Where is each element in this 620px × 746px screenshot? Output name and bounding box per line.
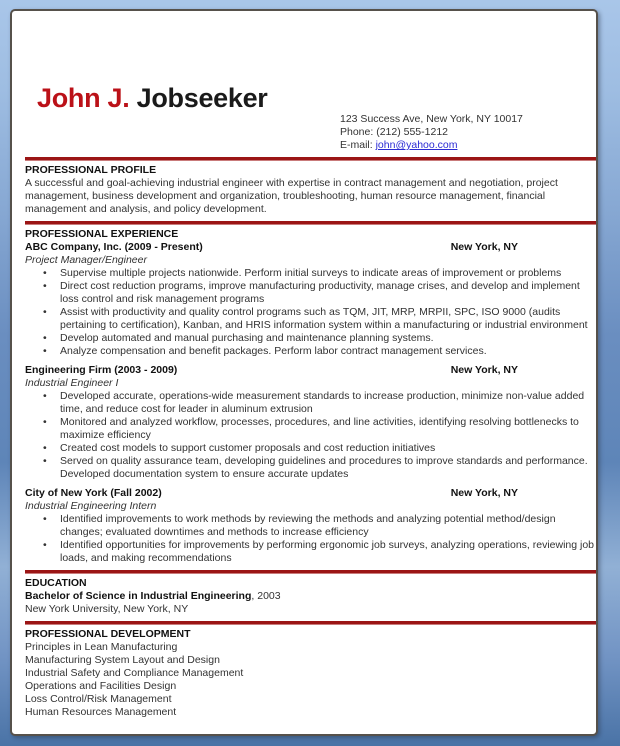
education-degree-line bbox=[25, 590, 596, 603]
job-role: Industrial Engineer I bbox=[25, 377, 119, 389]
section-divider bbox=[25, 570, 596, 574]
job-role: Industrial Engineering Intern bbox=[25, 500, 157, 512]
job-location: New York, NY bbox=[450, 364, 518, 376]
contact-phone: Phone: (212) 555-1212 bbox=[340, 126, 448, 138]
bullet-item: • Assist with productivity and quality control programs such as TQM, JIT, MRP, MRPII, SPC, ISO 9000 (audits pertaining to certification), Kanban, and HRIS information system within a manufacturing or industrial environment bbox=[60, 306, 596, 332]
development-item: Loss Control/Risk Management bbox=[25, 693, 172, 705]
profile-text: A successful and goal-achieving industrial engineer with expertise in contract management and negotiation, project management, business development and organization, troubleshooting, human resource management, financial management and analysis, and policy development. bbox=[25, 177, 558, 215]
job-bullet-list bbox=[25, 390, 596, 481]
job-entry-engineering-firm bbox=[25, 364, 596, 481]
section-title-education: EDUCATION bbox=[25, 577, 87, 589]
job-entry-city-of-new-york bbox=[25, 487, 596, 565]
development-item: Industrial Safety and Compliance Management bbox=[25, 667, 244, 679]
email-label: E-mail: bbox=[340, 139, 376, 151]
bullet-item: • Created cost models to support customer proposals and cost reduction initiatives bbox=[60, 442, 596, 455]
bullet-item: • Served on quality assurance team, developing guidelines and procedures to improve standards and performance. Developed documentation system to ensure accurate updates bbox=[60, 455, 596, 481]
education-school: New York University, New York, NY bbox=[25, 603, 189, 615]
job-company: ABC Company, Inc. (2009 - Present) bbox=[25, 241, 203, 253]
section-divider bbox=[25, 157, 596, 161]
bullet-item: • Identified improvements to work methods by reviewing the methods and analyzing potential method/design changes; evaluated downtimes and methods to increase efficiency bbox=[60, 513, 596, 539]
job-bullet-list bbox=[25, 267, 596, 358]
job-header bbox=[25, 487, 596, 500]
job-location: New York, NY bbox=[450, 487, 518, 499]
development-item: Human Resources Management bbox=[25, 706, 177, 718]
contact-block bbox=[340, 113, 596, 152]
section-title-experience: PROFESSIONAL EXPERIENCE bbox=[25, 228, 179, 240]
development-item: Manufacturing System Layout and Design bbox=[25, 654, 220, 666]
education-degree: Bachelor of Science in Industrial Engineering bbox=[25, 590, 252, 602]
bullet-item: • Identified opportunities for improvements by performing ergonomic job surveys, analyzing operations, reviewing job loads, and making recommendations bbox=[60, 539, 596, 565]
section-title-development: PROFESSIONAL DEVELOPMENT bbox=[25, 628, 191, 640]
name-last: Jobseeker bbox=[129, 83, 268, 113]
resume-content bbox=[25, 85, 596, 719]
resume-page bbox=[10, 9, 598, 736]
bullet-item: • Monitored and analyzed workflow, processes, procedures, and line activities, identifying resolving bottlenecks to maximize efficiency bbox=[60, 416, 596, 442]
bullet-item: • Analyze compensation and benefit packages. Perform labor contract management services. bbox=[60, 345, 596, 358]
section-title-profile: PROFESSIONAL PROFILE bbox=[25, 164, 157, 176]
bullet-item: • Direct cost reduction programs, improve manufacturing productivity, manage crises, and develop and implement loss control and risk management programs bbox=[60, 280, 596, 306]
job-header bbox=[25, 241, 596, 254]
section-divider bbox=[25, 621, 596, 625]
page-title bbox=[37, 85, 596, 111]
job-entry-abc-company bbox=[25, 241, 596, 358]
job-location: New York, NY bbox=[450, 241, 518, 253]
name-first: John J. bbox=[37, 83, 130, 113]
bullet-item: • Develop automated and manual purchasing and maintenance planning systems. bbox=[60, 332, 596, 345]
education-year: , 2003 bbox=[251, 590, 281, 602]
bullet-item: • Developed accurate, operations-wide measurement standards to increase production, minimize non-value added time, and reduce cost for leader in aluminum extrusion bbox=[60, 390, 596, 416]
section-divider bbox=[25, 221, 596, 225]
development-item: Principles in Lean Manufacturing bbox=[25, 641, 178, 653]
job-header bbox=[25, 364, 596, 377]
contact-email-line bbox=[340, 139, 596, 152]
contact-address: 123 Success Ave, New York, NY 10017 bbox=[340, 113, 523, 125]
job-role: Project Manager/Engineer bbox=[25, 254, 147, 266]
job-company: Engineering Firm (2003 - 2009) bbox=[25, 364, 178, 376]
job-company: City of New York (Fall 2002) bbox=[25, 487, 162, 499]
job-bullet-list bbox=[25, 513, 596, 565]
bullet-item: • Supervise multiple projects nationwide. Perform initial surveys to indicate areas of improvement or problems bbox=[60, 267, 596, 280]
development-item: Operations and Facilities Design bbox=[25, 680, 177, 692]
email-link[interactable]: john@yahoo.com bbox=[375, 139, 458, 151]
